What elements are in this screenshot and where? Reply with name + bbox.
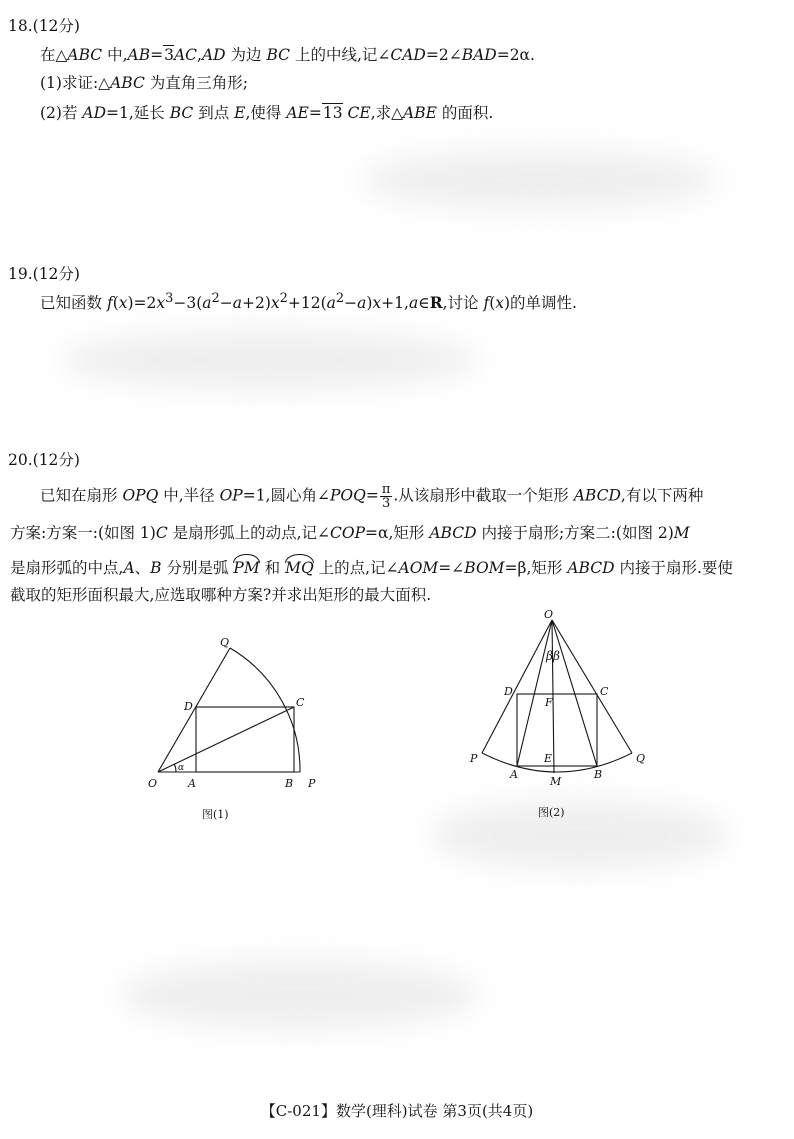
fig1-label-alpha: α [178, 763, 185, 773]
q20-line2: 方案:方案一:(如图 1)C 是扇形弧上的动点,记∠COP=α,矩形 ABCD 内接于扇形;方案二:(如图 2)M [10, 524, 690, 542]
fig2-label-e: E [544, 752, 553, 765]
fig2-label-d: D [504, 685, 513, 698]
fig2-label-c: C [600, 685, 609, 698]
q18-part2: (2)若 AD=1,延长 BC 到点 E,使得 AE=13 CE,求△ABE 的面积. [40, 104, 494, 122]
fig1-label-d: D [184, 700, 193, 713]
fig1-line-oq [158, 648, 230, 772]
fig2-line-oa [517, 620, 552, 766]
q20-line4: 截取的矩形面积最大,应选取哪种方案?并求出矩形的最大面积. [10, 586, 432, 604]
q18-header: 18.(12分) [8, 17, 80, 35]
q19-statement: 已知函数 $f(x)=2x^3-3(a^2-a+2)x^2+12(a^2-a)x+1,a\in R$,讨论 f(x)的单调性. [40, 291, 577, 313]
fig2-label-a: A [510, 768, 518, 781]
q18-statement: 在△ABC 中,AB=3AC,AD 为边 BC 上的中线,记∠CAD=2∠BAD=2α. [40, 46, 535, 64]
fig1-label-a: A [188, 777, 196, 790]
q20-line3: 是扇形弧的中点,A、B 分别是弧 PM 和 MQ 上的点,记∠AOM=∠BOM=β,矩形 ABCD 内接于扇形.要使 [10, 554, 790, 579]
fig2-label-q: Q [636, 752, 646, 765]
fig1-label-q: Q [220, 636, 230, 649]
smudge [120, 960, 480, 1030]
fig2-label-m: M [550, 775, 562, 788]
fig2-rect-abcd [517, 694, 597, 766]
fig2-line-ob [552, 620, 597, 766]
fig1-label-c: C [296, 696, 305, 709]
q19-header: 19.(12分) [8, 265, 80, 283]
fig2-arc-pq [482, 753, 632, 772]
fig1-label-o: O [148, 777, 158, 790]
fig1-alpha-arc [175, 765, 177, 773]
smudge [60, 330, 480, 390]
fig1-arc-pq [230, 648, 300, 772]
smudge [360, 150, 720, 210]
fig2-label-f: F [545, 696, 553, 709]
fig2-label-b: B [594, 768, 603, 781]
fig1-label-b: B [285, 777, 294, 790]
fig2-line-oq [552, 620, 632, 753]
q20-line1: 已知在扇形 OPQ 中,半径 OP=1,圆心角∠POQ= $\frac{\pi}{3}$ .从该扇形中截取一个矩形 ABCD,有以下两种 [40, 482, 704, 511]
fig1-caption: 图(1) [202, 808, 229, 821]
fig2-label-beta: ββ [546, 649, 560, 663]
fig1-rect-abcd [196, 707, 294, 772]
fig2-caption: 图(2) [538, 806, 565, 819]
figure-2 [460, 608, 660, 823]
q20-header: 20.(12分) [8, 451, 80, 469]
q18-part1: (1)求证:△ABC 为直角三角形; [40, 74, 248, 92]
fig2-label-o: O [544, 608, 554, 621]
fig1-label-p: P [308, 777, 316, 790]
page-footer: 【C-021】数学(理科)试卷 第3页(共4页) [260, 1102, 534, 1120]
figure-1 [140, 630, 340, 830]
fig2-label-p: P [470, 752, 478, 765]
